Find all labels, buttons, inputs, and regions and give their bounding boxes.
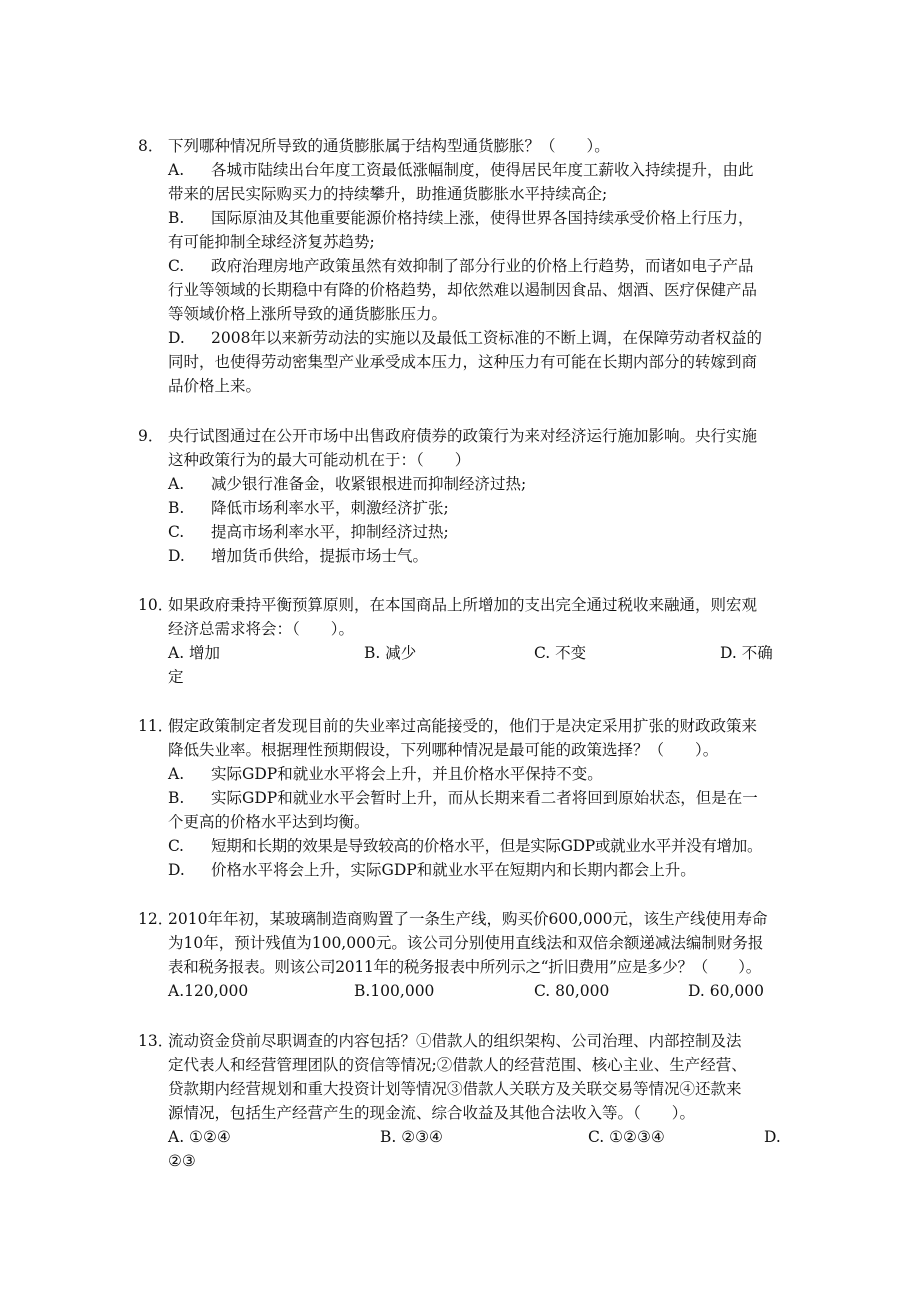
option-text: 等领域价格上涨所导致的通货膨胀压力。 (168, 305, 448, 323)
option-label: C. (168, 257, 185, 275)
option-text: 短期和长期的效果是导致较高的价格水平，但是实际GDP或就业水平并没有增加。 (211, 837, 763, 855)
option-text: 价格水平将会上升，实际GDP和就业水平在短期内和长期内都会上升。 (211, 861, 696, 879)
option-text: 有可能抑制全球经济复苏趋势; (168, 233, 375, 251)
option-label: C. (168, 837, 184, 855)
question-stem: 源情况，包括生产经营产生的现金流、综合收益及其他合法收入等。（ ）。 (168, 1104, 696, 1122)
options-row (138, 641, 788, 665)
question-number: 8． (138, 137, 164, 155)
question-stem: 表和税务报表。则该公司2011年的税务报表中所列示之“折旧费用”应是多少？（ ）。 (168, 958, 761, 976)
question-stem: 经济总需求将会：（ ）。 (168, 620, 355, 638)
option-label: A. (168, 475, 185, 493)
question-12 (138, 907, 788, 1003)
question-9 (138, 424, 788, 568)
option-text: 各城市陆续出台年度工资最低涨幅制度，使得居民年度工薪收入持续提升，由此 (211, 161, 754, 179)
question-stem: 下列哪种情况所导致的通货膨胀属于结构型通货膨胀？（ ）。 (168, 137, 610, 155)
options-row (138, 1125, 788, 1149)
option-a: A. 增加 (168, 644, 221, 662)
question-13 (138, 1029, 788, 1173)
option-b: B. ②③④ (380, 1128, 443, 1146)
option-label: D. (168, 861, 185, 879)
option-a: A. ①②④ (168, 1128, 231, 1146)
option-text: 品价格上来。 (168, 377, 262, 395)
option-text: 国际原油及其他重要能源价格持续上涨，使得世界各国持续承受价格上行压力， (211, 209, 754, 227)
question-number: 12． (138, 910, 174, 928)
question-stem: 贷款期内经营规划和重大投资计划等情况③借款人关联方及关联交易等情况④还款来 (168, 1080, 742, 1098)
option-text: 实际GDP和就业水平会暂时上升，而从长期来看二者将回到原始状态，但是在一 (211, 789, 758, 807)
option-text: 带来的居民实际购买力的持续攀升，助推通货膨胀水平持续高企; (168, 185, 608, 203)
option-label: D. (168, 329, 185, 347)
option-c: C. ①②③④ (588, 1128, 665, 1146)
option-text: 降低市场利率水平，刺激经济扩张; (211, 499, 449, 517)
question-11 (138, 714, 788, 882)
question-stem: 如果政府秉持平衡预算原则，在本国商品上所增加的支出完全通过税收来融通，则宏观 (168, 596, 758, 614)
question-stem: 央行试图通过在公开市场中出售政府债券的政策行为来对经济运行施加影响。央行实施 (168, 427, 758, 445)
option-text: 同时，也使得劳动密集型产业承受成本压力，这种压力有可能在长期内部分的转嫁到商 (168, 353, 758, 371)
option-text: 行业等领域的长期稳中有降的价格趋势，却依然难以遏制因食品、烟酒、医疗保健产品 (168, 281, 758, 299)
question-number: 11． (138, 717, 174, 735)
question-stem: 2010年年初，某玻璃制造商购置了一条生产线，购买价600,000元，该生产线使用寿命 (168, 910, 768, 928)
option-d-continued: 定 (168, 668, 184, 686)
option-text: 增加货币供给，提振市场士气。 (211, 547, 429, 565)
question-8 (138, 134, 788, 398)
question-stem: 假定政策制定者发现目前的失业率过高能接受的，他们于是决定采用扩张的财政政策来 (168, 717, 758, 735)
option-label: C. (168, 523, 185, 541)
question-number: 13． (138, 1032, 174, 1050)
option-text: 减少银行准备金，收紧银根进而抑制经济过热; (211, 475, 527, 493)
option-d: D. 不确 (720, 644, 773, 662)
question-stem: 定代表人和经营管理团队的资信等情况;②借款人的经营范围、核心主业、生产经营、 (168, 1056, 747, 1074)
option-b: B. 减少 (364, 644, 417, 662)
option-text: 提高市场利率水平，抑制经济过热; (211, 523, 449, 541)
option-text: 个更高的价格水平达到均衡。 (168, 813, 370, 831)
option-label: B. (168, 499, 185, 517)
option-d: D. 60,000 (688, 982, 764, 1000)
question-stem: 为10年，预计残值为100,000元。该公司分别使用直线法和双倍余额递减法编制财务报 (168, 934, 764, 952)
option-label: D. (168, 547, 185, 565)
option-d-continued: ②③ (168, 1152, 196, 1170)
option-label: B. (168, 209, 185, 227)
option-b: B.100,000 (354, 982, 435, 1000)
option-label: A. (168, 765, 185, 783)
option-text: 2008年以来新劳动法的实施以及最低工资标准的不断上调，在保障劳动者权益的 (211, 329, 762, 347)
question-stem: 这种政策行为的最大可能动机在于：（ ） (168, 451, 471, 469)
options-row (138, 979, 788, 1003)
option-a: A.120,000 (168, 982, 249, 1000)
question-number: 9． (138, 427, 164, 445)
option-label: A. (168, 161, 185, 179)
option-label: B. (168, 789, 185, 807)
question-stem: 流动资金贷前尽职调查的内容包括？①借款人的组织架构、公司治理、内部控制及法 (168, 1032, 742, 1050)
option-d: D. (764, 1128, 781, 1146)
question-10 (138, 593, 788, 689)
option-c: C. 不变 (534, 644, 587, 662)
option-text: 政府治理房地产政策虽然有效抑制了部分行业的价格上行趋势，而诸如电子产品 (211, 257, 754, 275)
option-text: 实际GDP和就业水平将会上升，并且价格水平保持不变。 (211, 765, 603, 783)
question-stem: 降低失业率。根据理性预期假设，下列哪种情况是最可能的政策选择？（ ）。 (168, 741, 719, 759)
question-number: 10． (138, 596, 174, 614)
option-c: C. 80,000 (534, 982, 610, 1000)
